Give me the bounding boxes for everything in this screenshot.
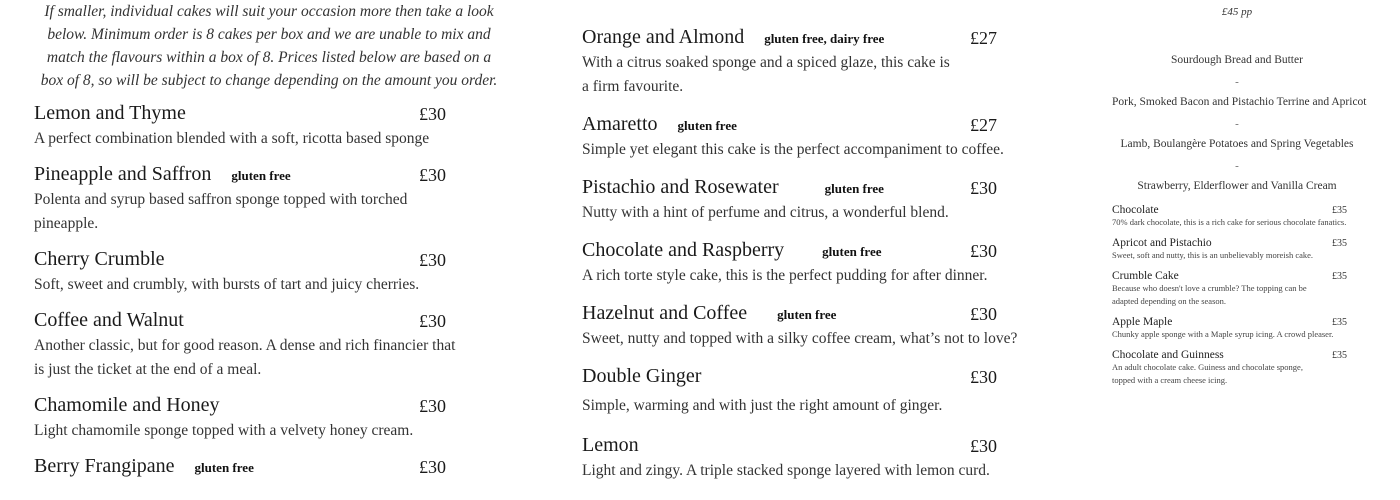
item-price: £27: [970, 28, 997, 48]
item-name: Double Ginger: [582, 365, 702, 387]
dietary-tag: gluten free: [822, 244, 882, 259]
menu-item: [34, 163, 509, 236]
item-description: A perfect combination blended with a soft, ricotta based sponge: [34, 130, 430, 147]
menu-item: [582, 113, 1052, 162]
item-name: Berry Frangipane: [34, 455, 175, 477]
item-name: Chocolate and Raspberry: [582, 239, 785, 261]
item-price: £30: [970, 436, 997, 456]
menu-column-middle: [582, 0, 1052, 483]
item-description: Chunky apple sponge with a Maple syrup icing. A crowd pleaser.: [1112, 329, 1334, 339]
item-description: Because who doesn't love a crumble? The topping can be adapted depending on the season.: [1112, 283, 1307, 306]
menu-column-left: [34, 0, 509, 478]
item-price: £30: [419, 104, 446, 124]
set-menu-price: £45 pp: [1221, 6, 1253, 18]
item-price: £30: [970, 241, 997, 261]
item-price: £35: [1332, 350, 1347, 361]
item-price: £30: [419, 250, 446, 270]
menu-item: [34, 248, 509, 297]
item-name: Hazelnut and Coffee: [582, 302, 748, 324]
menu-item: [582, 302, 1052, 351]
item-price: £30: [419, 457, 446, 477]
menu-item: [582, 239, 1052, 288]
item-name: Chocolate and Guinness: [1112, 349, 1224, 361]
item-name: Crumble Cake: [1112, 270, 1179, 282]
course-item: Sourdough Bread and Butter: [1171, 54, 1303, 66]
item-price: £27: [970, 115, 997, 135]
item-price: £30: [970, 367, 997, 387]
item-description: Polenta and syrup based saffron sponge topped with torched pineapple.: [34, 191, 408, 232]
item-description: Nutty with a hint of perfume and citrus, a wonderful blend.: [582, 204, 949, 221]
dietary-tag: gluten free: [777, 307, 837, 322]
menu-item: [1112, 349, 1400, 387]
item-description: 70% dark chocolate, this is a rich cake for serious chocolate fanatics.: [1112, 217, 1347, 227]
menu-item: [1112, 316, 1400, 341]
item-name: Pineapple and Saffron: [34, 163, 212, 185]
dietary-tag: gluten free: [677, 118, 737, 133]
item-name: Orange and Almond: [582, 26, 745, 48]
item-name: Coffee and Walnut: [34, 309, 184, 331]
menu-column-right: [1112, 0, 1400, 387]
item-name: Amaretto: [582, 113, 658, 135]
menu-item: [1112, 237, 1400, 262]
intro-text: If smaller, individual cakes will suit your occasion more then take a look below. Minimum order is 8 cakes per box and we are unable to mix and match the flavours within a box of 8. Prices listed below are based on a box of 8, so will be subject to change depending on the amount you order.: [40, 3, 498, 89]
course-item: Pork, Smoked Bacon and Pistachio Terrine and Apricot: [1112, 96, 1367, 108]
item-price: £35: [1332, 238, 1347, 249]
item-description: Soft, sweet and crumbly, with bursts of tart and juicy cherries.: [34, 276, 420, 293]
item-name: Apricot and Pistachio: [1112, 237, 1212, 249]
menu-item: [582, 434, 1052, 483]
menu-item: [582, 365, 1052, 418]
item-description: A rich torte style cake, this is the perfect pudding for after dinner.: [582, 267, 988, 284]
menu-item: [582, 26, 1052, 99]
menu-item: [34, 309, 509, 382]
item-name: Apple Maple: [1112, 316, 1173, 328]
dietary-tag: gluten free: [231, 168, 291, 183]
item-price: £30: [419, 311, 446, 331]
item-name: Chamomile and Honey: [34, 394, 220, 416]
item-description: Another classic, but for good reason. A dense and rich financier that is just the ticket at the end of a meal.: [34, 337, 456, 378]
item-name: Pistachio and Rosewater: [582, 176, 779, 198]
item-description: Simple, warming and with just the right amount of ginger.: [582, 397, 943, 414]
menu-item: [1112, 270, 1400, 308]
menu-item: [34, 455, 509, 478]
course-item: Strawberry, Elderflower and Vanilla Cream: [1137, 180, 1337, 192]
item-price: £30: [970, 304, 997, 324]
dietary-tag: gluten free: [824, 181, 884, 196]
dietary-tag: gluten free: [194, 460, 254, 475]
item-name: Chocolate: [1112, 204, 1159, 216]
item-name: Lemon: [582, 434, 639, 456]
item-description: With a citrus soaked sponge and a spiced glaze, this cake is a firm favourite.: [582, 54, 950, 95]
course-separator: -: [1235, 160, 1239, 172]
item-name: Lemon and Thyme: [34, 102, 186, 124]
item-price: £30: [970, 178, 997, 198]
item-description: An adult chocolate cake. Guiness and chocolate sponge, topped with a cream cheese icing.: [1112, 362, 1303, 385]
menu-item: [34, 394, 509, 443]
course-item: Lamb, Boulangère Potatoes and Spring Vegetables: [1120, 138, 1354, 150]
item-name: Cherry Crumble: [34, 248, 165, 270]
item-price: £35: [1332, 317, 1347, 328]
item-price: £30: [419, 396, 446, 416]
menu-item: [1112, 204, 1400, 229]
item-price: £30: [419, 165, 446, 185]
menu-item: [34, 102, 509, 151]
item-price: £35: [1332, 271, 1347, 282]
item-description: Simple yet elegant this cake is the perfect accompaniment to coffee.: [582, 141, 1004, 158]
item-description: Light chamomile sponge topped with a velvety honey cream.: [34, 422, 414, 439]
course-separator: -: [1235, 76, 1239, 88]
menu-item: [582, 176, 1052, 225]
item-description: Light and zingy. A triple stacked sponge layered with lemon curd.: [582, 462, 990, 479]
item-description: Sweet, nutty and topped with a silky coffee cream, what’s not to love?: [582, 330, 1018, 347]
item-description: Sweet, soft and nutty, this is an unbelievably moreish cake.: [1112, 250, 1314, 260]
dietary-tag: gluten free, dairy free: [764, 31, 885, 46]
course-separator: -: [1235, 118, 1239, 130]
item-price: £35: [1332, 205, 1347, 216]
